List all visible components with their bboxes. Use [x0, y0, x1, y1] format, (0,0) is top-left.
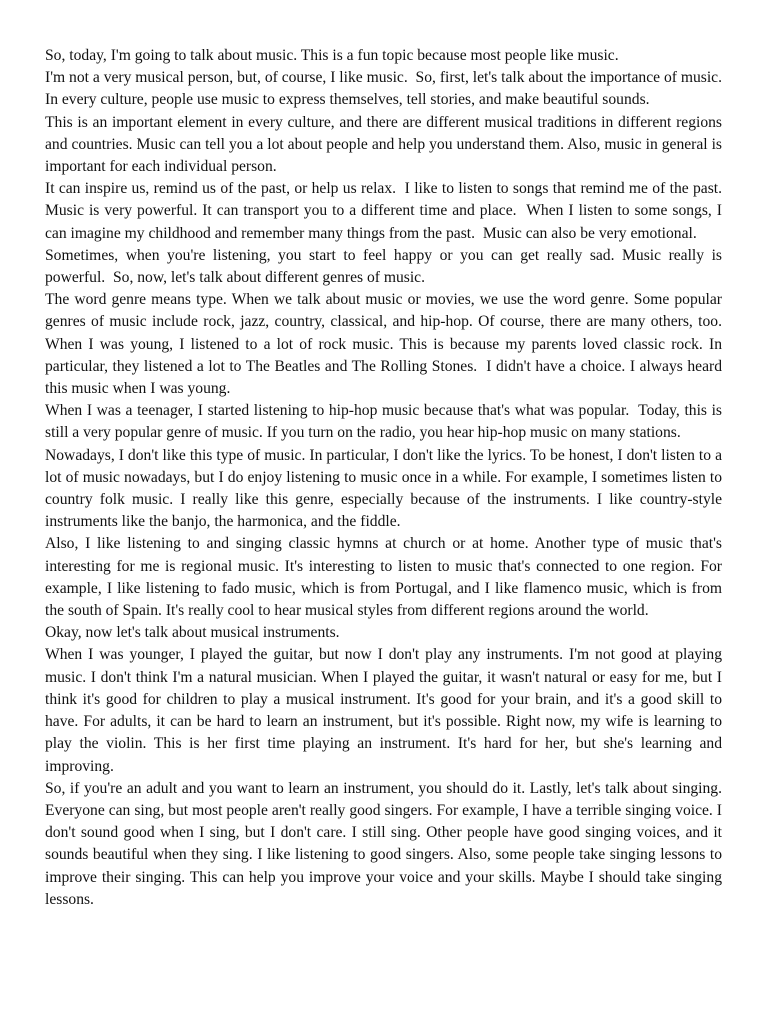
paragraph-11: When I was younger, I played the guitar, but now I don't play any instruments. I'm not good at playing music. I don't think I'm a natural musician. When I played the guitar, it wasn't natural or easy for me, but I think it's good for children to play a musical instrument. It's good for your brain, and it's a good skill to have. For adults, it can be hard to learn an instrument, but it's possible. Right now, my wife is learning to play the violin. This is her first time playing an instrument. It's hard for her, but she's learning and improving. — [45, 646, 726, 775]
paragraph-12: So, if you're an adult and you want to learn an instrument, you should do it. Lastly, let's talk about singing. Everyone can sing, but most people aren't really good singers. For example, I have a terrible singing voice. I don't sound good when I sing, but I don't care. I still sing. Other people have good singing voices, and it sounds beautiful when they sing. I like listening to good singers. Also, some people take singing lessons to improve their singing. This can help you improve your voice and your skills. Maybe I should take singing lessons. — [45, 779, 726, 908]
paragraph-6: The word genre means type. When we talk about music or movies, we use the word genre. Some popular genres of music include rock, jazz, country, classical, and hip-hop. Of course, there are many others, too. When I was young, I listened to a lot of rock music. This is because my parents loved classic rock. In particular, they listened a lot to The Beatles and The Rolling Stones. I didn't have a choice. I always heard this music when I was young. — [45, 291, 726, 398]
paragraph-9: Also, I like listening to and singing classic hymns at church or at home. Another type of music that's interesting for me is regional music. It's interesting to listen to music that's connected to one region. For example, I like listening to fado music, which is from Portugal, and I like flamenco music, which is from the south of Spain. It's really cool to hear musical styles from different regions around the world. — [45, 535, 726, 620]
paragraph-3: This is an important element in every culture, and there are different musical traditions in different regions and countries. Music can tell you a lot about people and help you understand them. Also, music in general is important for each individual person. — [45, 113, 726, 176]
paragraph-5: Sometimes, when you're listening, you start to feel happy or you can get really sad. Music really is powerful. So, now, let's talk about different genres of music. — [45, 246, 726, 287]
paragraph-7: When I was a teenager, I started listening to hip-hop music because that's what was popular. Today, this is still a very popular genre of music. If you turn on the radio, you hear hip-hop music on many stations. — [45, 402, 726, 442]
paragraph-8: Nowadays, I don't like this type of music. In particular, I don't like the lyrics. To be honest, I don't listen to a lot of music nowadays, but I do enjoy listening to music once in a while. For example, I sometimes listen to country folk music. I really like this genre, especially because of the instruments. I like country-style instruments like the banjo, the harmonica, and the fiddle. — [45, 446, 726, 531]
paragraph-2: I'm not a very musical person, but, of course, I like music. So, first, let's talk about the importance of music. In every culture, people use music to express themselves, tell stories, and make beautiful sounds. — [45, 69, 730, 109]
document-page — [45, 45, 730, 911]
paragraph-4: It can inspire us, remind us of the past, or help us relax. I like to listen to songs that remind me of the past. Music is very powerful. It can transport you to a different time and place. When I listen to some songs, I can imagine my childhood and remember many things from the past. Music can also be very emotional. — [45, 180, 730, 242]
paragraph-10: Okay, now let's talk about musical instruments. — [45, 624, 340, 642]
paragraph-1: So, today, I'm going to talk about music. This is a fun topic because most people like music. — [45, 47, 619, 64]
